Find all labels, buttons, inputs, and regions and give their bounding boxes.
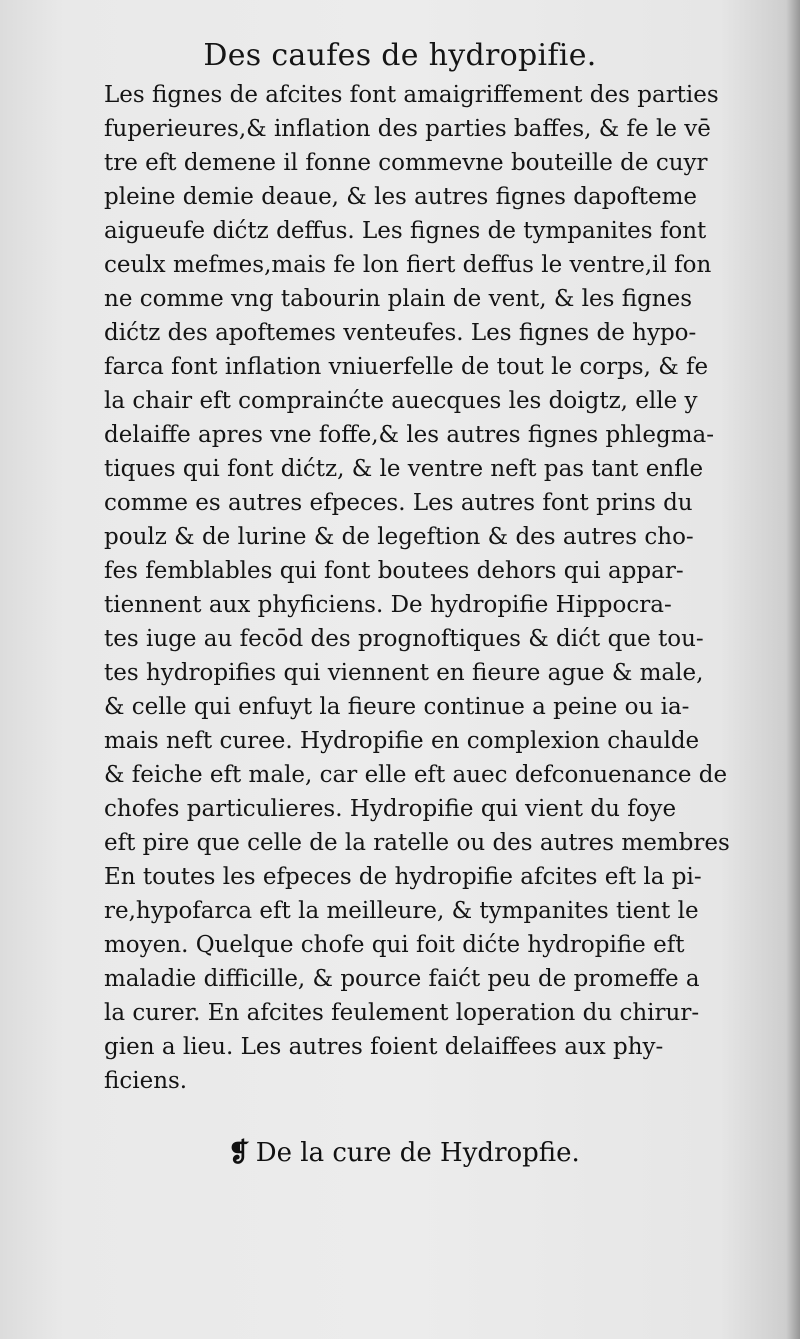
text-line: tes hydropifies qui viennent en fieure ague & male,	[104, 660, 704, 686]
text-line: ne comme vng tabourin plain de vent, & les fignes	[104, 286, 693, 312]
text-line: aigueufe dićtz deffus. Les fignes de tympanites font	[104, 218, 707, 244]
text-line: pleine demie deaue, & les autres fignes dapofteme	[104, 184, 698, 210]
text-line: & celle qui enfuyt la fieure continue a peine ou ia-	[104, 694, 690, 720]
text-line: maladie difficille, & pource faićt peu de promeffe a	[104, 966, 700, 992]
text-line: chofes particulieres. Hydropifie qui vient du foye	[104, 796, 677, 822]
text-line: tes iuge au fecōd des prognoftiques & dićt que tou-	[104, 626, 704, 652]
text-line: En toutes les efpeces de hydropifie afcites eft la pi-	[104, 864, 702, 890]
text-line: tiques qui font dićtz, & le ventre neft pas tant enfle	[104, 456, 704, 482]
text-line: gien a lieu. Les autres foient delaiffees aux phy-	[104, 1034, 664, 1060]
pilcrow-icon: ❡	[228, 1138, 250, 1168]
text-line: ficiens.	[104, 1068, 188, 1094]
text-line: tre eft demene il fonne commevne bouteille de cuyr	[104, 150, 708, 176]
section-heading	[228, 1138, 580, 1168]
text-line: farca font inflation vniuerfelle de tout le corps, & fe	[104, 354, 709, 380]
text-line: re,hypofarca eft la meilleure, & tympanites tient le	[104, 898, 699, 924]
text-line: la curer. En afcites feulement loperation du chirur-	[104, 1000, 700, 1026]
text-line: dićtz des apoftemes venteufes. Les fignes de hypo-	[104, 320, 697, 346]
text-line: delaiffe apres vne foffe,& les autres fignes phlegma-	[104, 422, 715, 448]
text-line: poulz & de lurine & de legeftion & des autres cho-	[104, 524, 694, 550]
text-line: moyen. Quelque chofe qui foit dićte hydropifie eft	[104, 932, 685, 958]
text-line: fes femblables qui font boutees dehors qui appar-	[104, 558, 684, 584]
text-line: & feiche eft male, car elle eft auec defconuenance de	[104, 762, 728, 788]
text-line: Les fignes de afcites font amaigriffement des parties	[104, 82, 719, 108]
text-line: tiennent aux phyficiens. De hydropifie Hippocra-	[104, 592, 672, 618]
text-line: eft pire que celle de la ratelle ou des autres membres	[104, 830, 730, 856]
text-line: la chair eft comprainćte auecques les doigtz, elle y	[104, 388, 698, 414]
text-line: comme es autres efpeces. Les autres font prins du	[104, 490, 693, 516]
text-line: ceulx mefmes,mais fe lon fiert deffus le ventre,il fon	[104, 252, 712, 278]
text-line: mais neft curee. Hydropifie en complexion chaulde	[104, 728, 700, 754]
body-text	[104, 78, 744, 1098]
text-line: fuperieures,& inflation des parties baffes, & fe le vē	[104, 116, 711, 142]
running-head: Des caufes de hydropifie.	[203, 38, 597, 73]
page-edge-shadow	[786, 0, 800, 1339]
section-heading-text: De la cure de Hydropfie.	[255, 1138, 580, 1168]
